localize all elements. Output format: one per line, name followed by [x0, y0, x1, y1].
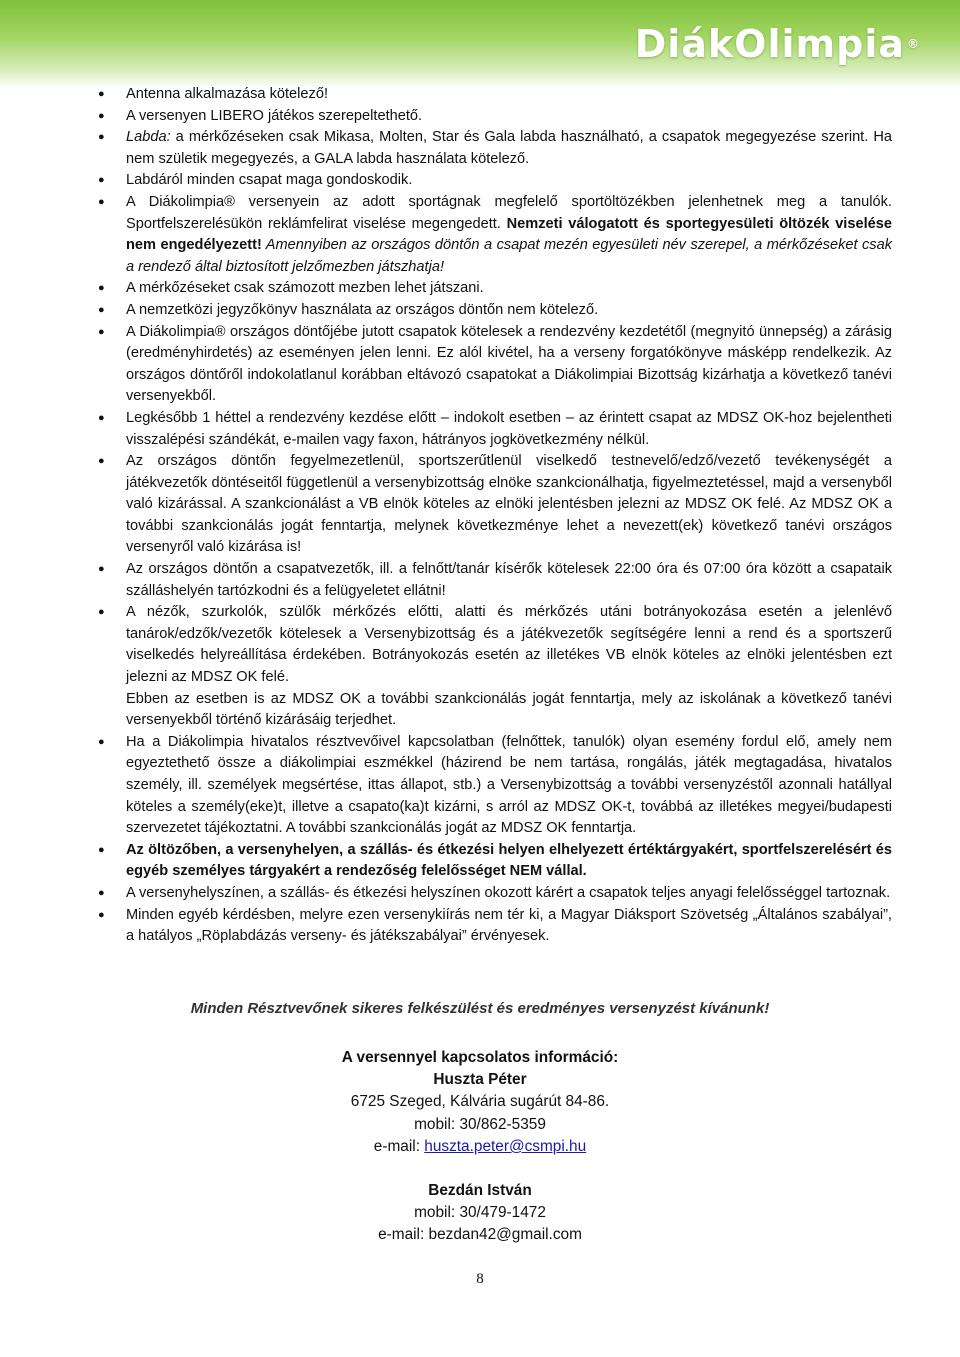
list-item: ● A Diákolimpia® országos döntőjébe jutott csapatok kötelesek a rendezvény kezdetétől (megnyitó ünnepség) a zárásig (eredményhirdetés) az eseményen jelen lenni. Ez alól kivétel, ha a verseny forgatókönyve másképp rendelkezik. Az országos döntőről indokolatlanul korábban eltávozó csapatokat a Diákolimpiai Bizottság kizárhatja a következő tanévi versenyekből.: [98, 323, 892, 405]
contact-heading: A versennyel kapcsolatos információ:: [341, 1049, 619, 1066]
bullet-icon: ●: [98, 908, 105, 921]
list-item: ● A nézők, szurkolók, szülők mérkőzés előtti, alatti és mérkőzés utáni botrányokozása esetén a jelenlévő tanárok/edzők/vezetők kötelesek a Versenybizottság és a játékvezetők segítségére lenni a rend és a sportszerű viselkedés helyreállítása érdekében. Botrányokozás esetén az illetékes VB elnök köteles az elnöki jelentésben ezt jelezni az MDSZ OK felé. Ebben az esetben is az MDSZ OK a további szankcionálás jogát fenntartja, mely az iskolának a következő tanévi versenyekből történő kizárásáig terjedhet.: [0, 602, 892, 732]
bullet-icon: ●: [98, 606, 105, 619]
bullet-icon: ●: [98, 174, 105, 187]
bullet-icon: ●: [98, 886, 105, 899]
contact-name: Bezdán István: [428, 1182, 532, 1199]
contact-name: Huszta Péter: [433, 1071, 527, 1089]
diakolimpia-logo: DiákOlimpia ®: [634, 22, 920, 66]
bullet-icon: ●: [98, 843, 105, 856]
bullet-icon: ●: [98, 411, 105, 424]
list-item: ● Minden egyéb kérdésben, melyre ezen versenykiírás nem tér ki, a Magyar Diáksport Szövetség „Általános szabályai”, a hatályos „Röplabdázás verseny- és játékszabályai” érvényesek.: [98, 906, 892, 945]
contact-email-line: e-mail: huszta.peter@csmpi.hu: [373, 1137, 587, 1155]
bullet-icon: ●: [98, 195, 105, 208]
list-item: ● Labdáról minden csapat maga gondoskodik.: [0, 170, 892, 192]
closing-wish: Minden Résztvevőnek sikeres felkészülést és eredményes versenyzést kívánunk!: [190, 1000, 770, 1017]
bullet-icon: ●: [98, 303, 105, 316]
list-item: ● A versenyhelyszínen, a szállás- és étkezési helyszínen okozott kárért a csapatok teljes anyagi felelősséggel tartoznak.: [0, 883, 892, 905]
contact-block-1: [0, 1047, 960, 1158]
list-item: ● Antenna alkalmazása kötelező!: [0, 84, 892, 106]
list-item: ● Az öltözőben, a versenyhelyen, a szállás- és étkezési helyen elhelyezett értéktárgyakért, sportfelszerelésért és egyéb személyes tárgyakért a rendezőség felelősséget NEM vállal.: [98, 841, 892, 880]
contact-address: 6725 Szeged, Kálvária sugárút 84-86.: [350, 1093, 610, 1111]
list-item: ● Labda: a mérkőzéseken csak Mikasa, Molten, Star és Gala labda használható, a csapatok megegyezése szerint. Ha nem születik megegyezés, a GALA labda használata kötelező.: [98, 129, 892, 167]
list-item: ● Legkésőbb 1 héttel a rendezvény kezdése előtt – indokolt esetben – az érintett csapat az MDSZ OK-hoz bejelentheti visszalépési szándékát, e-mailen vagy faxon, hátrányos jogkövetkezmény nélkül.: [98, 409, 892, 448]
bullet-icon: ●: [98, 109, 105, 122]
contact-block-2: [0, 1180, 960, 1247]
bullet-icon: ●: [98, 282, 105, 295]
list-item: ● A nemzetközi jegyzőkönyv használata az országos döntőn nem kötelező.: [0, 300, 892, 322]
contact-mobile: mobil: 30/479-1472: [414, 1204, 546, 1222]
bullet-icon: ●: [98, 455, 105, 468]
list-item: ● A versenyen LIBERO játékos szerepeltethető.: [0, 106, 892, 128]
rules-list: [0, 84, 960, 948]
page-number: 8: [476, 1271, 484, 1287]
list-item: ● Ha a Diákolimpia hivatalos résztvevőivel kapcsolatban (felnőttek, tanulók) olyan esemény fordul elő, amely nem egyeztethető össze a diákolimpiai eszmékkel (házirend be nem tartása, rongálás, játék megtagadása, hivatalos személy, ill. személyek megsértése, ittas állapot, stb.) a Versenybizottság a további versenyzéstől azonnali hatállyal köteles a személy(eke)t, illetve a csapato(ka)t kizárni, s arról az MDSZ OK-t, továbbá az illetékes megyei/budapesti szervezetet tájékoztatni. A további szankcionálás jogát az MDSZ OK fenntartja.: [98, 733, 892, 837]
contact-mobile: mobil: 30/862-5359: [414, 1115, 546, 1133]
list-item: ● Az országos döntőn fegyelmezetlenül, sportszerűtlenül viselkedő testnevelő/edző/vezető tevékenységét a játékvezetők döntéseitől függetlenül a versenybizottság elnöke szankcionálhatja, figyelmeztetéssel, majd a versenyből való kizárással. A szankcionálást a VB elnök köteles az elnöki jelentésben jelezni az MDSZ OK felé. Az MDSZ OK a további szankcionálás jogát fenntartja, melynek következménye lehet a nevezett(ek) következő tanévi országos versenyről való kizárása is!: [98, 453, 892, 556]
bullet-icon: ●: [98, 88, 105, 100]
email-link[interactable]: huszta.peter@csmpi.hu: [424, 1137, 587, 1155]
bullet-icon: ●: [98, 563, 105, 576]
header-banner: [0, 0, 960, 88]
list-item: ● Az országos döntőn a csapatvezetők, ill. a felnőtt/tanár kísérők kötelesek 22:00 óra és 07:00 óra között a csapataik szálláshelyén tartózkodni és a felügyeletet ellátni!: [98, 561, 892, 599]
rule-continuation: Ebben az esetben is az MDSZ OK a további szankcionálás jogát fenntartja, mely az iskolának a következő tanévi versenyekből történő kizárásáig terjedhet.: [126, 690, 892, 729]
bullet-icon: ●: [98, 131, 105, 144]
list-item: ● A mérkőzéseket csak számozott mezben lehet játszani.: [0, 278, 892, 300]
list-item: ● A Diákolimpia® versenyein az adott sportágnak megfelelő sportöltözékben jelenhetnek meg a tanulók. Sportfelszerelésükön reklámfelirat viselése megengedett. Nemzeti válogatott és sportegyesületi öltözék viselése nem engedélyezett! Amennyiben az országos döntőn a csapat mezén egyesületi név szerepel, a mérkőzéseket csak a rendező által biztosított jelzőmezben játszhatja!: [98, 193, 892, 275]
bullet-icon: ●: [98, 325, 105, 338]
bullet-icon: ●: [98, 735, 105, 748]
contact-email: e-mail: bezdan42@gmail.com: [378, 1226, 582, 1244]
